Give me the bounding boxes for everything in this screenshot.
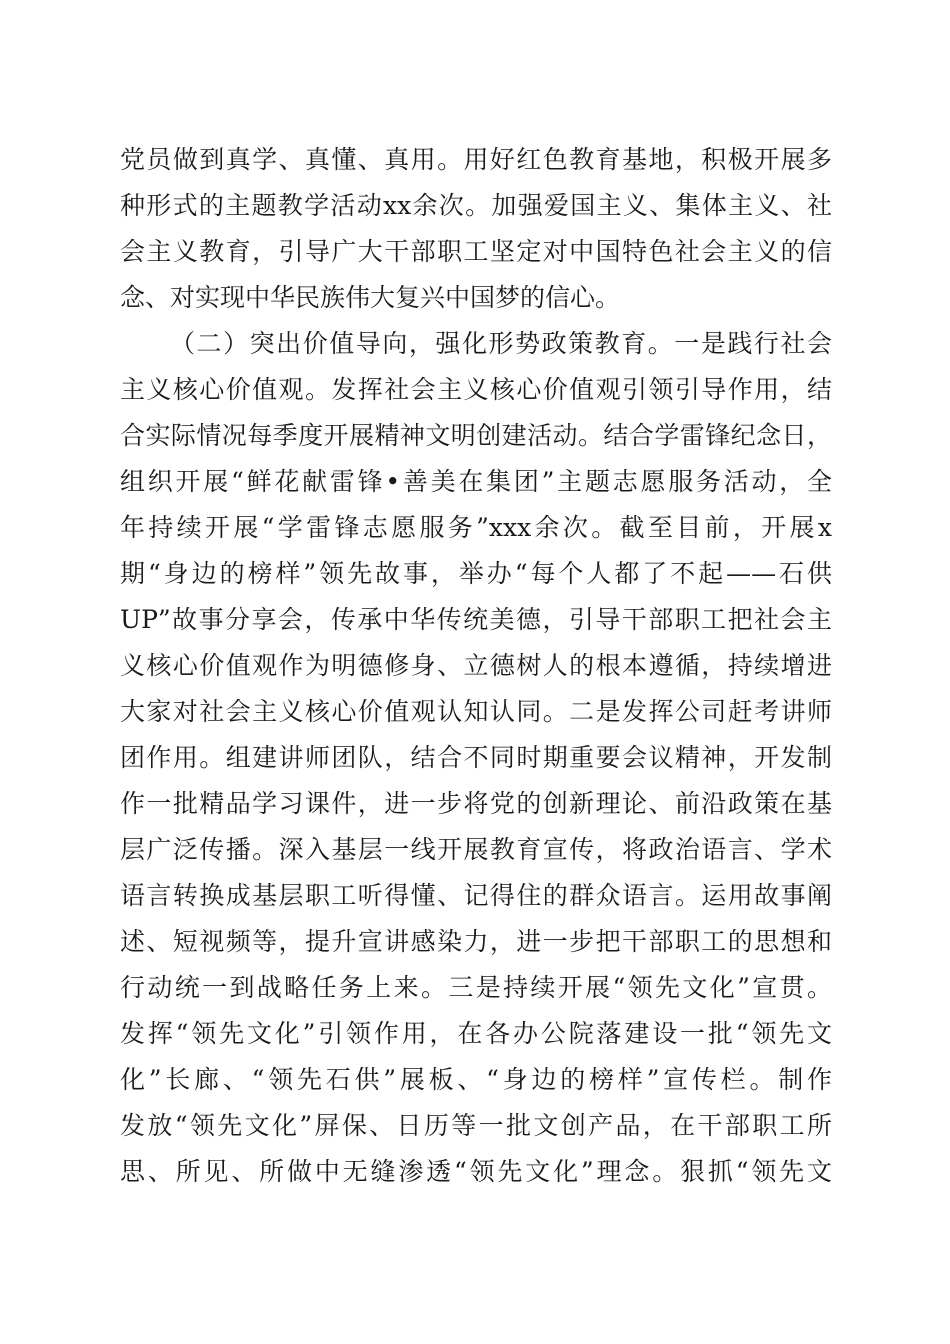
text-line: 念、对实现中华民族伟大复兴中国梦的信心。: [120, 283, 621, 312]
text-line: 会主义教育，引导广大干部职工坚定对中国特色社会主义的信: [120, 237, 832, 266]
text-line: UP”故事分享会，传承中华传统美德，引导干部职工把社会主: [120, 605, 832, 634]
text-line: 义核心价值观作为明德修身、立德树人的根本遵循，持续增进: [120, 651, 832, 680]
text-line: 发挥“领先文化”引领作用，在各办公院落建设一批“领先文: [120, 1019, 832, 1048]
section-heading-line: （二）突出价值导向，强化形势政策教育。一是践行社会: [170, 329, 832, 358]
text-line: 语言转换成基层职工听得懂、记得住的群众语言。运用故事阐: [120, 881, 832, 910]
text-line: 发放“领先文化”屏保、日历等一批文创产品，在干部职工所: [120, 1111, 832, 1140]
text-line: 作一批精品学习课件，进一步将党的创新理论、前沿政策在基: [120, 789, 832, 818]
text-line: 述、短视频等，提升宣讲感染力，进一步把干部职工的思想和: [120, 927, 832, 956]
text-line: 大家对社会主义核心价值观认知认同。二是发挥公司赶考讲师: [120, 697, 832, 726]
text-line: 种形式的主题教学活动xx余次。加强爱国主义、集体主义、社: [120, 191, 832, 220]
text-line: 层广泛传播。深入基层一线开展教育宣传，将政治语言、学术: [120, 835, 832, 864]
text-line: 组织开展“鲜花献雷锋•善美在集团”主题志愿服务活动，全: [120, 467, 832, 496]
text-line: 年持续开展“学雷锋志愿服务”xxx余次。截至目前，开展x: [120, 513, 832, 542]
text-line: 团作用。组建讲师团队，结合不同时期重要会议精神，开发制: [120, 743, 832, 772]
text-line: 行动统一到战略任务上来。三是持续开展“领先文化”宣贯。: [120, 973, 832, 1002]
text-line: 思、所见、所做中无缝渗透“领先文化”理念。狠抓“领先文: [120, 1157, 832, 1186]
text-line: 党员做到真学、真懂、真用。用好红色教育基地，积极开展多: [120, 145, 832, 174]
text-line: 合实际情况每季度开展精神文明创建活动。结合学雷锋纪念日，: [120, 421, 832, 450]
text-line: 期“身边的榜样”领先故事，举办“每个人都了不起——石供: [120, 559, 832, 588]
text-line: 化”长廊、“领先石供”展板、“身边的榜样”宣传栏。制作: [120, 1065, 832, 1094]
text-line: 主义核心价值观。发挥社会主义核心价值观引领引导作用，结: [120, 375, 832, 404]
